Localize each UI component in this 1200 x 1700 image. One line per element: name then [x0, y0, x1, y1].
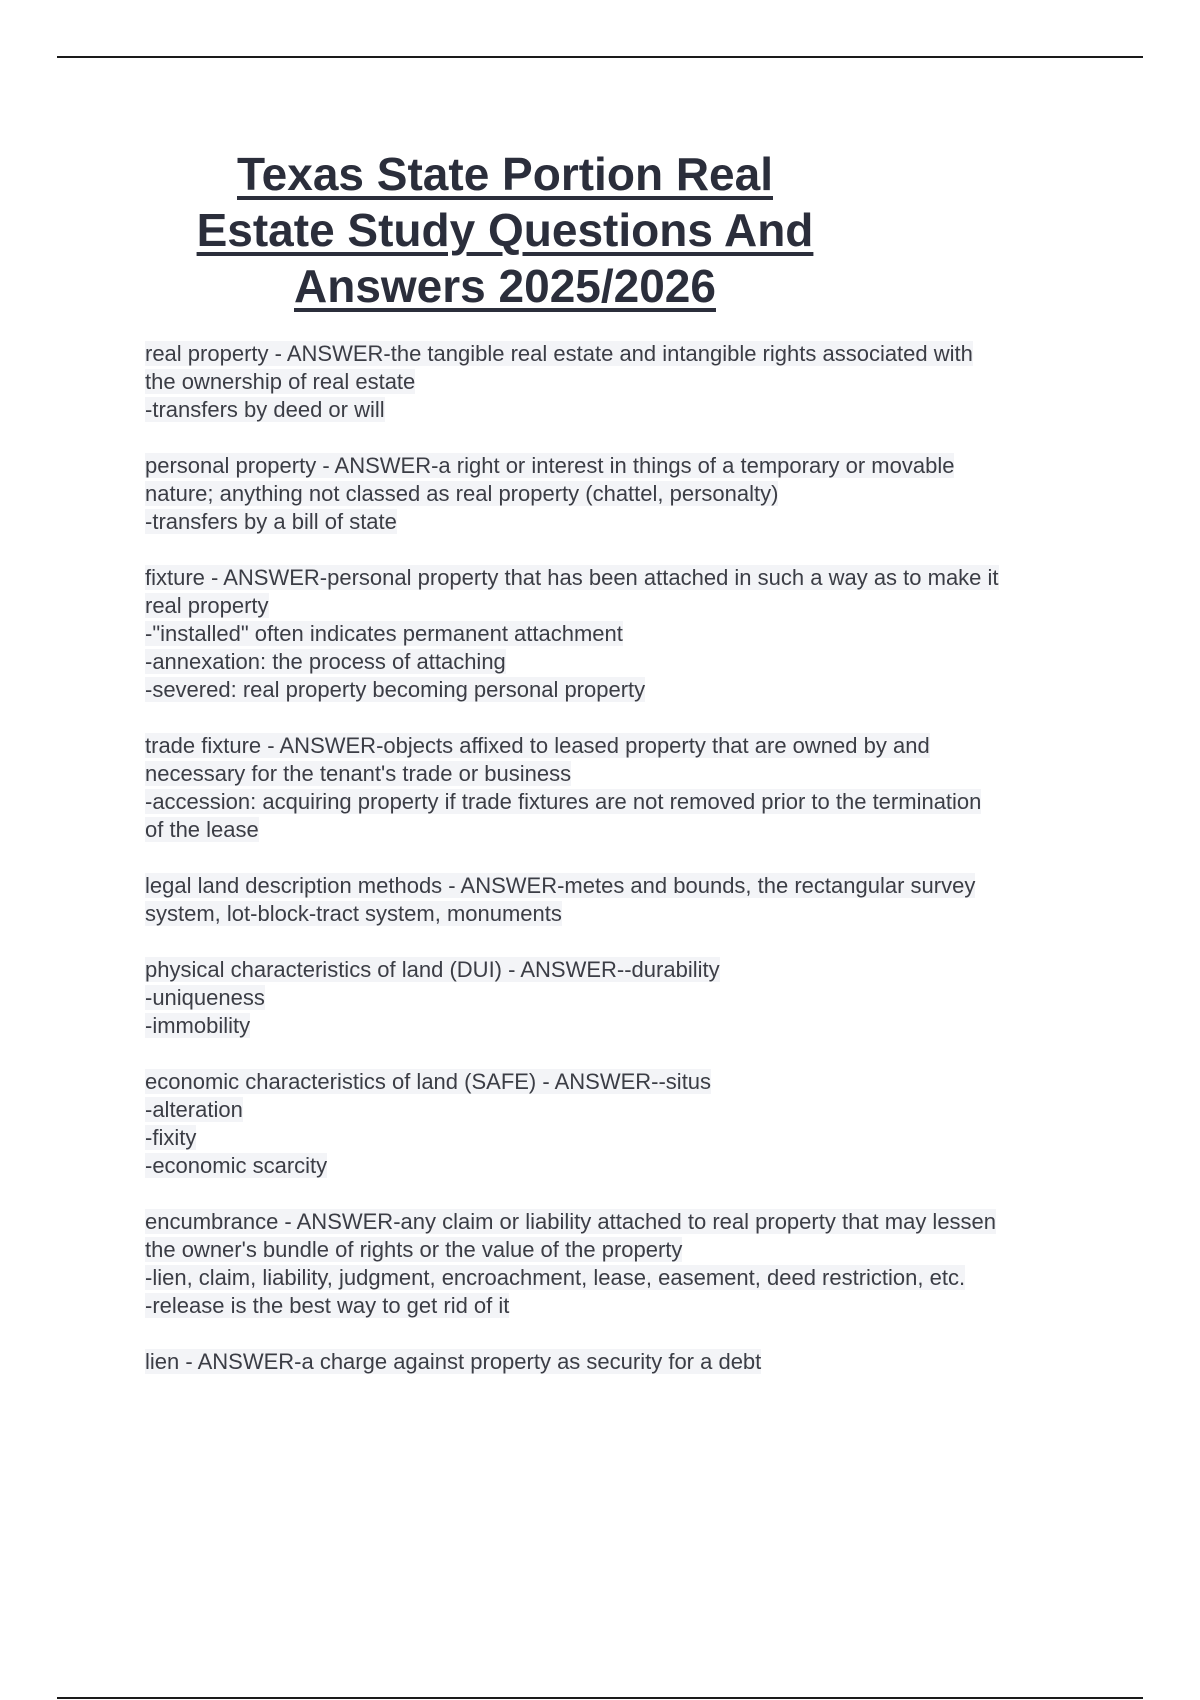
qa-list [145, 340, 1105, 1404]
qa-line-text: legal land description methods - ANSWER-metes and bounds, the rectangular survey [145, 873, 976, 898]
qa-answer-line [145, 900, 1105, 928]
qa-entry [145, 1208, 1105, 1320]
qa-line-text: -immobility [145, 1013, 251, 1038]
qa-line-text: -"installed" often indicates permanent attachment [145, 621, 623, 646]
qa-line-text: economic characteristics of land (SAFE) - ANSWER--situs [145, 1069, 712, 1094]
qa-line-text: -annexation: the process of attaching [145, 649, 506, 674]
qa-entry [145, 732, 1105, 844]
qa-entry [145, 340, 1105, 424]
qa-line-text: lien - ANSWER-a charge against property as security for a debt [145, 1349, 762, 1374]
qa-term-line [145, 1348, 1105, 1376]
qa-answer-line [145, 676, 1105, 704]
qa-term-line [145, 956, 1105, 984]
qa-line-text: -economic scarcity [145, 1153, 328, 1178]
qa-line-text: the owner's bundle of rights or the value of the property [145, 1237, 683, 1262]
qa-line-text: -lien, claim, liability, judgment, encroachment, lease, easement, deed restriction, etc. [145, 1265, 966, 1290]
bottom-rule [57, 1697, 1143, 1699]
qa-line-text: -alteration [145, 1097, 243, 1122]
qa-answer-line [145, 508, 1105, 536]
qa-line-text: of the lease [145, 817, 259, 842]
qa-line-text: -accession: acquiring property if trade fixtures are not removed prior to the termination [145, 789, 982, 814]
qa-line-text: -fixity [145, 1125, 197, 1150]
qa-line-text: physical characteristics of land (DUI) - ANSWER--durability [145, 957, 720, 982]
qa-answer-line [145, 396, 1105, 424]
qa-line-text: real property - ANSWER-the tangible real estate and intangible rights associated with [145, 341, 973, 366]
qa-answer-line [145, 648, 1105, 676]
qa-answer-line [145, 1264, 1105, 1292]
qa-line-text: -transfers by a bill of state [145, 509, 397, 534]
document-title [140, 146, 870, 314]
qa-line-text: -release is the best way to get rid of it [145, 1293, 510, 1318]
title-line: Estate Study Questions And [196, 204, 814, 256]
qa-line-text: the ownership of real estate [145, 369, 416, 394]
qa-answer-line [145, 1152, 1105, 1180]
qa-entry [145, 872, 1105, 928]
qa-entry [145, 1068, 1105, 1180]
qa-line-text: -transfers by deed or will [145, 397, 385, 422]
qa-entry [145, 1348, 1105, 1376]
qa-line-text: personal property - ANSWER-a right or interest in things of a temporary or movable [145, 453, 955, 478]
qa-line-text: -uniqueness [145, 985, 265, 1010]
qa-line-text: -severed: real property becoming personal property [145, 677, 646, 702]
qa-answer-line [145, 788, 1105, 816]
qa-answer-line [145, 816, 1105, 844]
qa-answer-line [145, 1124, 1105, 1152]
qa-answer-line [145, 1012, 1105, 1040]
qa-answer-line [145, 480, 1105, 508]
qa-term-line [145, 340, 1105, 368]
qa-entry [145, 564, 1105, 704]
qa-line-text: system, lot-block-tract system, monuments [145, 901, 562, 926]
qa-answer-line [145, 984, 1105, 1012]
top-rule [57, 56, 1143, 58]
qa-term-line [145, 872, 1105, 900]
qa-answer-line [145, 1236, 1105, 1264]
title-line: Answers 2025/2026 [294, 260, 716, 312]
qa-line-text: necessary for the tenant's trade or business [145, 761, 572, 786]
qa-entry [145, 452, 1105, 536]
qa-term-line [145, 564, 1105, 592]
qa-answer-line [145, 368, 1105, 396]
qa-term-line [145, 452, 1105, 480]
qa-answer-line [145, 620, 1105, 648]
qa-term-line [145, 1068, 1105, 1096]
qa-line-text: encumbrance - ANSWER-any claim or liability attached to real property that may lessen [145, 1209, 997, 1234]
qa-answer-line [145, 592, 1105, 620]
qa-line-text: fixture - ANSWER-personal property that has been attached in such a way as to make it [145, 565, 999, 590]
qa-answer-line [145, 1096, 1105, 1124]
qa-line-text: trade fixture - ANSWER-objects affixed to leased property that are owned by and [145, 733, 930, 758]
qa-line-text: nature; anything not classed as real property (chattel, personalty) [145, 481, 779, 506]
qa-answer-line [145, 760, 1105, 788]
qa-term-line [145, 732, 1105, 760]
title-line: Texas State Portion Real [237, 148, 773, 200]
qa-term-line [145, 1208, 1105, 1236]
qa-entry [145, 956, 1105, 1040]
qa-line-text: real property [145, 593, 269, 618]
qa-answer-line [145, 1292, 1105, 1320]
